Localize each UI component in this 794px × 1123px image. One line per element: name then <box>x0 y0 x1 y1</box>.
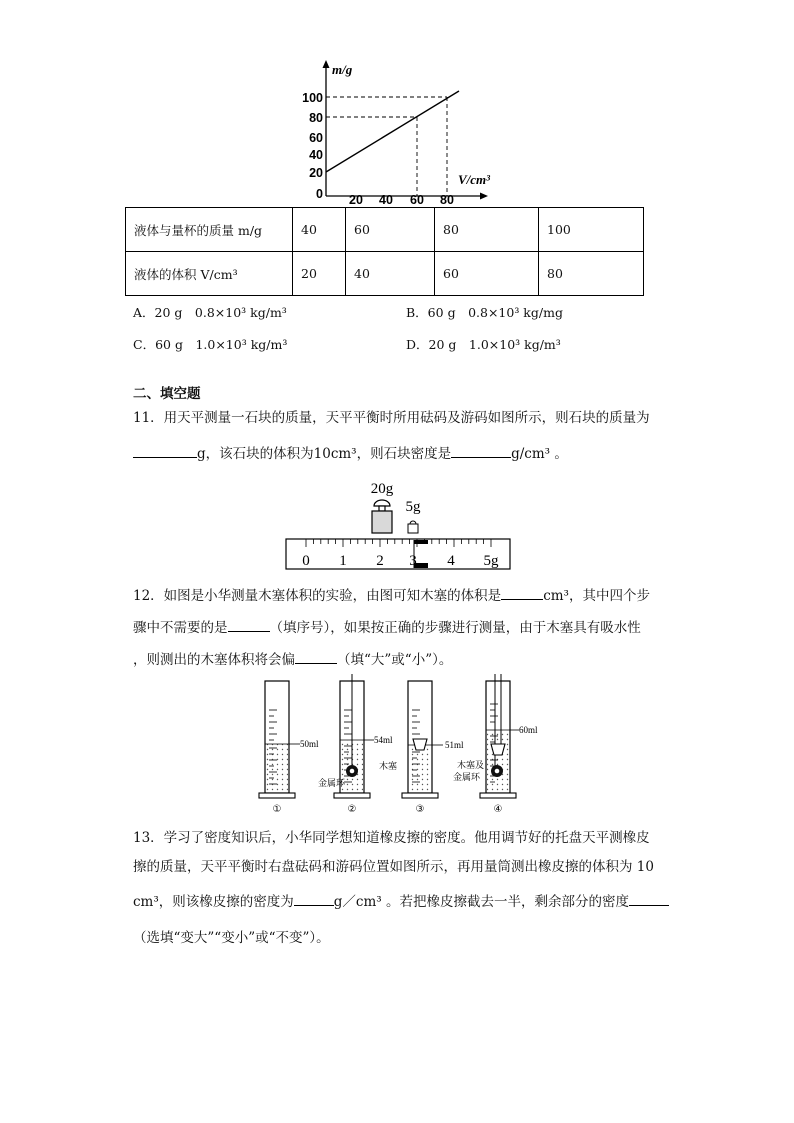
q12-text-c: 骤中不需要的是 <box>133 620 228 636</box>
q11-text-a: g，该石块的体积为10cm³，则石块密度是 <box>197 446 452 462</box>
y-tick: 60 <box>309 131 323 145</box>
cylinder-4 <box>453 674 538 815</box>
option-c: C．60 g 1.0×10³ kg/m³ <box>133 337 288 352</box>
q12-text-b: cm³，其中四个步 <box>543 588 650 604</box>
q12-line2 <box>133 617 641 638</box>
answer-blank[interactable] <box>629 891 669 906</box>
q13-line1: 13．学习了密度知识后，小华同学想知道橡皮擦的密度。他用调节好的托盘天平测橡皮 <box>133 830 650 846</box>
q12-line1 <box>133 585 650 606</box>
cylinder-4-number: ④ <box>493 804 503 815</box>
scale-label: 2 <box>376 553 384 569</box>
q12-text-f: （填“大”或“小”）。 <box>337 652 453 668</box>
table-row <box>126 208 644 252</box>
cork-icon <box>413 739 427 750</box>
answer-blank[interactable] <box>294 891 334 906</box>
cylinder-4-object: 金属环 <box>453 773 481 783</box>
cylinder-3-object: 木塞 <box>379 762 398 772</box>
q11-text-b: g/cm³ 。 <box>511 446 568 462</box>
table-cell: 100 <box>539 208 644 252</box>
balance-weights-figure <box>282 476 514 571</box>
q11-line2 <box>133 443 568 464</box>
cylinder-3-reading: 51ml <box>445 740 464 750</box>
cylinder-1-reading: 50ml <box>300 739 319 749</box>
x-tick: 80 <box>440 193 454 207</box>
q12-text-a: 12．如图是小华测量木塞体积的实验，由图可知木塞的体积是 <box>133 588 502 604</box>
cylinders-figure <box>255 672 555 817</box>
x-tick: 60 <box>410 193 424 207</box>
y-axis-label: m/g <box>332 62 353 77</box>
cylinder-1-number: ① <box>272 804 282 815</box>
mass-volume-graph <box>290 58 510 208</box>
table-cell: 80 <box>435 208 539 252</box>
table-cell: 40 <box>293 208 346 252</box>
x-tick: 40 <box>379 193 393 207</box>
q12-line3 <box>133 649 452 670</box>
q11-line1: 11．用天平测量一石块的质量，天平平衡时所用砝码及游码如图所示，则石块的质量为 <box>133 410 650 426</box>
scale-label: 4 <box>447 553 455 569</box>
data-table <box>125 207 644 296</box>
scale-label: 3 <box>409 553 417 569</box>
q13-line3 <box>133 891 669 912</box>
table-cell: 80 <box>539 252 644 296</box>
y-tick: 20 <box>309 166 323 180</box>
weight-20g-label: 20g <box>370 481 394 497</box>
scale-label: 5g <box>483 553 499 569</box>
rider-top <box>414 540 428 544</box>
y-tick: 80 <box>309 111 323 125</box>
answer-blank[interactable] <box>133 443 197 458</box>
x-axis-arrow <box>480 193 488 200</box>
q13-line2: 擦的质量，天平平衡时右盘砝码和游码位置如图所示，再用量筒测出橡皮擦的体积为 10 <box>133 859 654 875</box>
cylinder-3 <box>379 681 464 815</box>
cylinder-4-object: 木塞及 <box>457 761 485 771</box>
table-cell: 液体的体积 V/cm³ <box>126 252 293 296</box>
x-axis-label: V/cm³ <box>458 172 491 187</box>
x-tick: 20 <box>349 193 363 207</box>
answer-blank[interactable] <box>228 617 270 632</box>
q13-text-b: g／cm³ 。若把橡皮擦截去一半，剩余部分的密度 <box>333 894 629 910</box>
table-cell: 液体与量杯的质量 m/g <box>126 208 293 252</box>
weight-20g-icon <box>372 500 392 533</box>
cylinder-2-reading: 54ml <box>374 735 393 745</box>
table-row <box>126 252 644 296</box>
y-tick: 40 <box>309 148 323 162</box>
cylinder-2-object: 金属环 <box>318 779 346 789</box>
q12-text-d: （填序号），如果按正确的步骤进行测量，由于木塞具有吸水性 <box>269 620 641 636</box>
answer-blank[interactable] <box>451 443 511 458</box>
answer-blank[interactable] <box>295 649 337 664</box>
answer-blank[interactable] <box>501 585 543 600</box>
cylinder-3-number: ③ <box>415 804 425 815</box>
cylinder-1 <box>259 681 319 815</box>
option-d: D．20 g 1.0×10³ kg/m³ <box>406 337 561 352</box>
cylinder-2 <box>318 674 393 815</box>
table-cell: 60 <box>435 252 539 296</box>
weight-5g-label: 5g <box>405 499 421 515</box>
weight-5g-icon <box>408 521 418 533</box>
option-b: B．60 g 0.8×10³ kg/mg <box>406 305 563 320</box>
scale-label: 1 <box>339 553 347 569</box>
y-axis-arrow <box>323 60 330 68</box>
y-tick: 0 <box>316 187 323 201</box>
q13-line4: （选填“变大”“变小”或“不变”）。 <box>133 930 330 946</box>
option-a: A．20 g 0.8×10³ kg/m³ <box>133 305 287 320</box>
cylinder-4-reading: 60ml <box>519 725 538 735</box>
table-cell: 40 <box>346 252 435 296</box>
section-title: 二、填空题 <box>133 386 201 402</box>
cork-icon <box>491 744 505 755</box>
y-tick: 100 <box>302 91 323 105</box>
table-cell: 20 <box>293 252 346 296</box>
q13-text-a: cm³，则该橡皮擦的密度为 <box>133 894 294 910</box>
scale-label: 0 <box>302 553 310 569</box>
table-cell: 60 <box>346 208 435 252</box>
cylinder-2-number: ② <box>347 804 357 815</box>
mass-volume-line <box>326 91 459 172</box>
q12-text-e: ，则测出的木塞体积将会偏 <box>133 652 295 668</box>
